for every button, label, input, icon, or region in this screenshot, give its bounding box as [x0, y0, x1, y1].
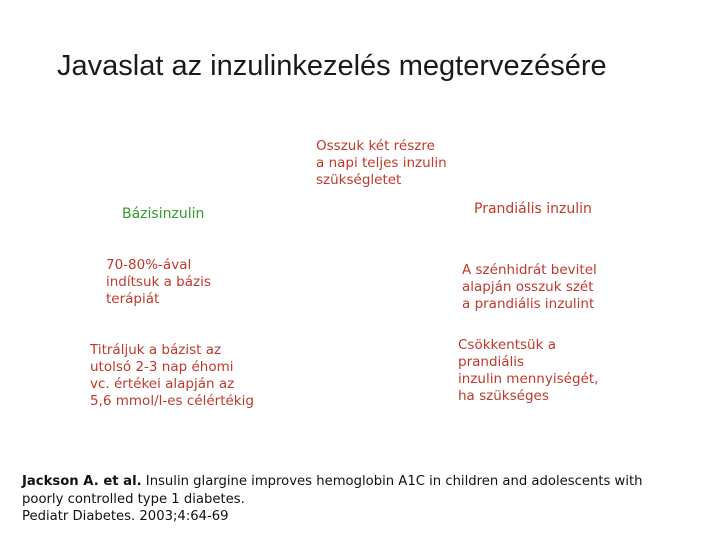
basal-heading: Bázisinzulin: [122, 206, 205, 222]
basal-start-line: terápiát: [106, 291, 160, 307]
prandial-reduce-line: Csökkentsük a: [458, 337, 557, 353]
basal-titrate-line: Titráljuk a bázist az: [90, 342, 222, 358]
slide-title: Javaslat az inzulinkezelés megtervezésére: [57, 50, 607, 82]
basal-start-line: indítsuk a bázis: [106, 274, 211, 290]
prandial-split-line: A szénhidrát bevitel: [462, 262, 597, 278]
citation-line-2: poorly controlled type 1 diabetes.: [22, 491, 245, 507]
citation-line-1: [22, 473, 643, 491]
prandial-heading: Prandiális inzulin: [474, 201, 592, 217]
intro-line: szükségletet: [316, 172, 402, 188]
citation-title: Insulin glargine improves hemoglobin A1C in children and adolescents with: [141, 474, 643, 489]
prandial-reduce-line: inzulin mennyiségét,: [458, 371, 599, 387]
basal-titrate-text: [90, 342, 254, 410]
intro-text: [316, 138, 447, 189]
basal-titrate-line: vc. értékei alapján az: [90, 376, 235, 392]
basal-titrate-line: utolsó 2-3 nap éhomi: [90, 359, 234, 375]
intro-line: a napi teljes inzulin: [316, 155, 447, 171]
basal-start-line: 70-80%-ával: [106, 257, 192, 273]
basal-titrate-line: 5,6 mmol/l-es célértékig: [90, 393, 254, 409]
citation: [22, 473, 643, 526]
citation-line-3: Pediatr Diabetes. 2003;4:64-69: [22, 509, 229, 524]
prandial-split-text: [462, 262, 597, 313]
prandial-reduce-line: prandiális: [458, 354, 525, 370]
prandial-reduce-text: [458, 337, 598, 405]
prandial-split-line: a prandiális inzulint: [462, 296, 595, 312]
intro-line: Osszuk két részre: [316, 138, 435, 154]
prandial-split-line: alapján osszuk szét: [462, 279, 594, 295]
citation-author: Jackson A. et al.: [22, 474, 142, 489]
prandial-reduce-line: ha szükséges: [458, 388, 549, 404]
basal-start-text: [106, 257, 211, 308]
